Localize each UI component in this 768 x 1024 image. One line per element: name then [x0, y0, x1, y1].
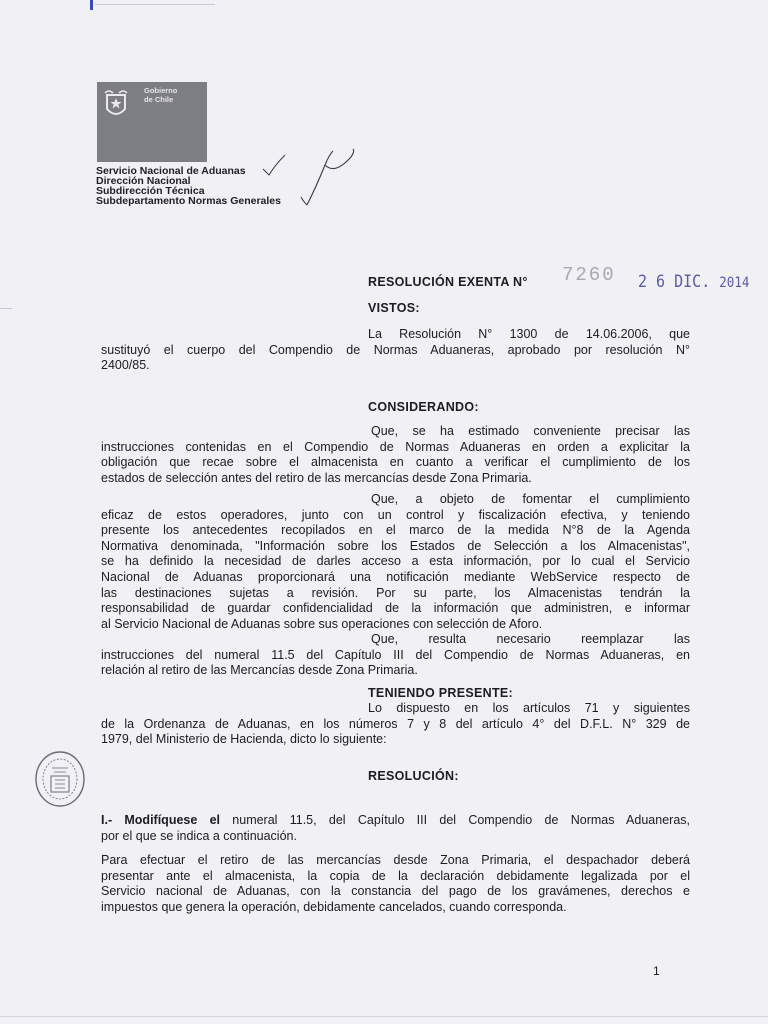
item1-rest: numeral 11.5, del Capítulo III del Compendio de Normas Aduaneras,	[220, 813, 690, 827]
considerando-paragraph-3	[101, 632, 690, 679]
item1-line-2: por el que se indica a continuación.	[101, 828, 297, 843]
dept-line-3: Subdirección Técnica	[96, 185, 205, 197]
retiro-line-1: Para efectuar el retiro de las mercancías desde Zona Primaria, el despachador deberá	[101, 853, 690, 867]
date-day-month: 2 6 DIC.	[638, 271, 711, 292]
resolucion-item-1	[101, 813, 690, 844]
p2-line-1: Que, a objeto de fomentar el cumplimiento	[371, 492, 690, 506]
dept-line-1: Servicio Nacional de Aduanas	[96, 165, 246, 177]
retiro-line-3: Servicio nacional de Aduanas, con la constancia del pago de los gravámenes, derechos e	[101, 884, 690, 899]
gobierno-de-chile-logo	[97, 82, 207, 162]
considerando-paragraph-1	[101, 424, 690, 486]
p1-line-3: obligación que recae sobre el almacenista en cuanto a verificar el cumplimiento de los	[101, 455, 690, 470]
p2-line-6: Nacional de Aduanas proporcionará una notificación mediante WebService respecto de	[101, 569, 690, 584]
page-number: 1	[653, 964, 660, 978]
coat-of-arms-icon	[103, 89, 129, 123]
p3-line-3: relación al retiro de las Mercancías desde Zona Primaria.	[101, 663, 418, 678]
official-seal-stamp	[34, 750, 86, 808]
logo-text	[144, 86, 206, 104]
item1-line-1	[101, 813, 690, 829]
vistos-paragraph	[101, 327, 690, 374]
vistos-heading: VISTOS:	[368, 301, 420, 315]
fold-mark	[0, 308, 12, 309]
resolucion-heading: RESOLUCIÓN:	[368, 769, 459, 783]
resolution-date-stamp	[638, 271, 749, 292]
scan-bottom-edge	[0, 1016, 768, 1017]
p2-line-5: se ha definido la necesidad de darles acceso a esta información, por lo cual el Servicio	[101, 554, 690, 569]
p2-line-7: las destinaciones sujetas a revisión. Por su parte, los Almacenistas tendrán la	[101, 585, 690, 600]
p2-line-9: al Servicio Nacional de Aduanas sobre sus operaciones con selección de Aforo.	[101, 616, 543, 631]
vistos-line-1: La Resolución N° 1300 de 14.06.2006, que	[368, 327, 690, 341]
p1-line-4: estados de selección antes del retiro de las mercancías desde Zona Primaria.	[101, 470, 532, 485]
resolution-number-stamp: 7260	[562, 264, 616, 286]
p1-line-1: Que, se ha estimado conveniente precisar las	[371, 424, 690, 438]
handwritten-initials-signature	[255, 145, 365, 215]
p2-line-4: Normativa denominada, "Información sobre los Estados de Selección a los Almacenistas",	[101, 538, 690, 553]
vistos-line-2: sustituyó el cuerpo del Compendio de Normas Aduaneras, aprobado por resolución N°	[101, 342, 690, 357]
teniendo-presente-heading: TENIENDO PRESENTE:	[368, 686, 513, 700]
scan-mark	[90, 0, 93, 10]
tp-line-2: de la Ordenanza de Aduanas, en los números 7 y 8 del artículo 4° del D.F.L. N° 329 de	[101, 716, 690, 731]
tp-line-1: Lo dispuesto en los artículos 71 y siguientes	[368, 701, 690, 715]
p2-line-3: presente los antecedentes recopilados en el marco de la medida N°8 de la Agenda	[101, 523, 690, 538]
date-year: 2014	[719, 273, 750, 291]
p3-line-1: Que, resulta necesario reemplazar las	[371, 632, 690, 646]
considerando-heading: CONSIDERANDO:	[368, 400, 479, 414]
resolution-title: RESOLUCIÓN EXENTA N°	[368, 275, 528, 289]
logo-line-2: de Chile	[144, 95, 174, 104]
logo-line-1: Gobierno	[144, 86, 178, 95]
p2-line-8: responsabilidad de guardar confidencialidad de la información que administren, e informar	[101, 601, 690, 616]
retiro-line-2: presentar ante el almacenista, la copia de la declaración debidamente legalizada por el	[101, 868, 690, 883]
dept-line-2: Dirección Nacional	[96, 175, 191, 187]
p3-line-2: instrucciones del numeral 11.5 del Capítulo III del Compendio de Normas Aduaneras, en	[101, 647, 690, 662]
retiro-line-4: impuestos que genera la operación, debidamente cancelados, cuando corresponda.	[101, 899, 567, 914]
department-block	[96, 166, 281, 206]
considerando-paragraph-2	[101, 492, 690, 632]
retiro-paragraph	[101, 853, 690, 915]
tp-line-3: 1979, del Ministerio de Hacienda, dicto lo siguiente:	[101, 732, 387, 747]
p1-line-2: instrucciones contenidas en el Compendio de Normas Aduaneras en orden a explicitar la	[101, 439, 690, 454]
item1-bold: I.- Modifíquese el	[101, 813, 221, 827]
p2-line-2: eficaz de estos operadores, junto con un control y fiscalización efectiva, y teniendo	[101, 507, 690, 522]
vistos-line-3: 2400/85.	[101, 358, 150, 373]
teniendo-presente-paragraph	[101, 701, 690, 748]
scan-line	[95, 4, 215, 5]
dept-line-4: Subdepartamento Normas Generales	[96, 195, 281, 207]
